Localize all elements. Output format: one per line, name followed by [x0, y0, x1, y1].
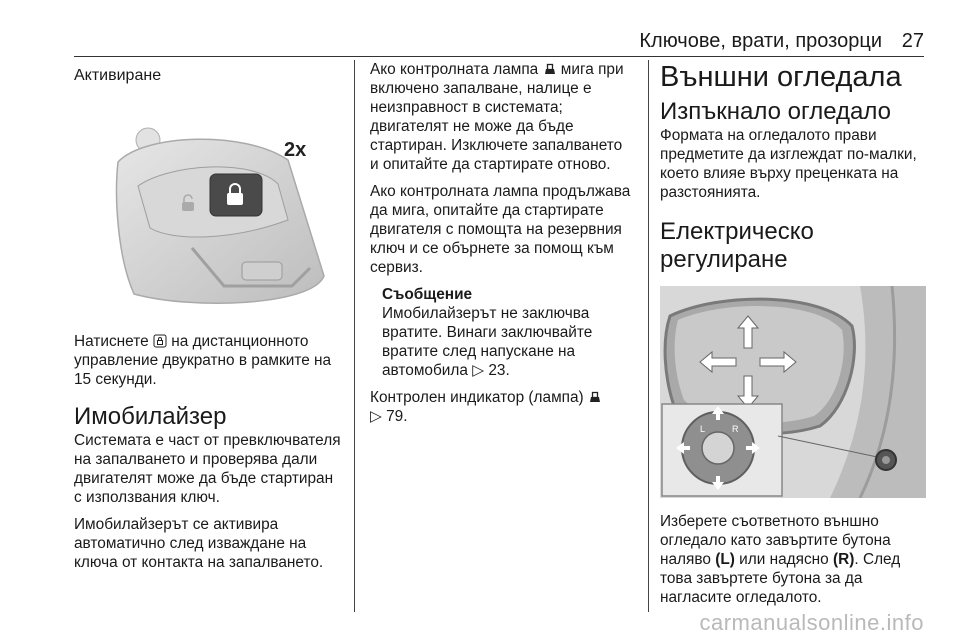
paragraph-convex: Формата на огледалото прави предметите да изглеждат по-малки, което влияе върху преценката на разстоянията.: [660, 127, 917, 201]
paragraph-keeps-flashing: Ако контролната лампа продължава да мига, опитайте да стартирате двигателя с помощта на резервния ключ и се обърнете за помощ към сервиз.: [370, 183, 631, 276]
section-heading-immobilizer: Имобилайзер: [74, 403, 227, 430]
knob-right-label: R: [732, 424, 739, 434]
note-text: Имобилайзерът не заключва вратите. Винаги заключвайте вратите след напускане на автомобила ▷ 23.: [382, 305, 593, 379]
page-number: 27: [901, 30, 924, 52]
header-rule: [74, 56, 924, 57]
knob-left-label: L: [700, 424, 706, 434]
section-heading-electric: Електрическо регулиране: [660, 218, 814, 273]
column-1: [74, 60, 342, 572]
reference-arrow-icon: ▷: [370, 408, 382, 425]
column-divider-1: [354, 60, 355, 612]
paragraph-indicator: Контролен индикатор (лампа) ▷ 79.: [370, 388, 634, 426]
page-header: [0, 30, 960, 60]
paragraph-warning-light: Ако контролната лампа мига при включено запалване, налице е неизправност в системата; двигателят не може да бъде стартиран. Изключете запалването и опитайте да стартирате отново.: [370, 61, 624, 173]
note-box: [382, 285, 634, 380]
section-heading-mirrors: Външни огледала: [660, 61, 902, 93]
column-3: [660, 60, 926, 607]
paragraph-select-mirror: Изберете съответното външно огледало като завъртите бутона наляво (L) или надясно (R). След това завъртете бутона за да нагласите огледалото.: [660, 513, 901, 606]
column-divider-2: [648, 60, 649, 612]
column-2: [370, 60, 634, 426]
paragraph-immobilizer-1: Системата е част от превключвателя на запалването и проверява дали двигателят може да бъде стартиран с използвания ключ.: [74, 432, 341, 506]
mirror-adjust-figure: [660, 286, 926, 498]
immobilizer-lamp-icon: [588, 390, 602, 404]
paragraph-immobilizer-2: Имобилайзерът се активира автоматично след изваждане на ключа от контакта на запалването.: [74, 516, 324, 571]
paragraph-press: Натиснете на дистанционното управление двукратно в рамките на 15 секунди.: [74, 333, 332, 388]
lock-button-icon: [153, 334, 167, 348]
note-page-reference[interactable]: 23.: [488, 362, 510, 379]
indicator-page-reference[interactable]: 79.: [386, 408, 408, 425]
key-fob-figure: [74, 98, 342, 316]
press-count-label: 2x: [284, 139, 307, 161]
section-heading-convex: Изпъкнало огледало: [660, 98, 892, 125]
immobilizer-lamp-icon: [543, 62, 557, 76]
watermark: carmanualsonline.info: [699, 610, 924, 635]
reference-arrow-icon: ▷: [472, 362, 485, 379]
chapter-title: Ключове, врати, прозорци: [639, 30, 882, 52]
note-title: Съобщение: [382, 286, 473, 303]
section-heading-activation: Активиране: [74, 67, 162, 84]
